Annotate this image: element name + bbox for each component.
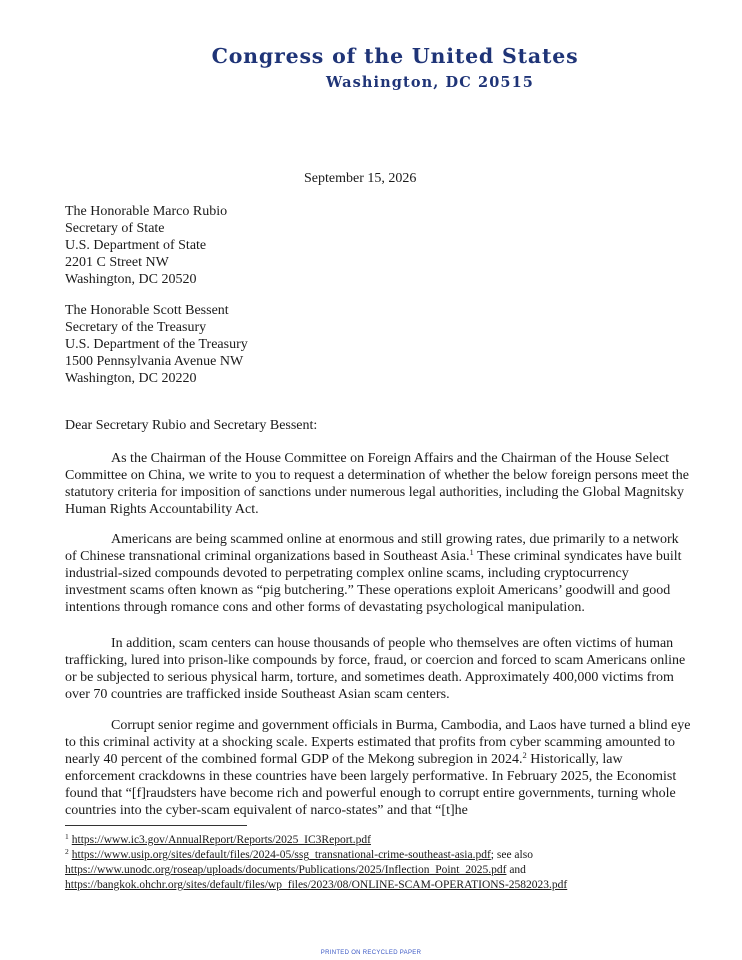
recipient-line: 2201 C Street NW (65, 255, 169, 270)
paragraph-text: These criminal syndicates have built industrial-sized compounds devoted to perpetrating complex online scams, including cryptocurrency investment scams often known as “pig butchering.” These operations exploit Americans’ goodwill and good intentions through romance cons and other forms of devastating psychological manipulation. (65, 549, 682, 615)
salutation: Dear Secretary Rubio and Secretary Bessent: (65, 418, 318, 433)
recipient-line: The Honorable Marco Rubio (65, 204, 228, 219)
paragraph-text: Historically, law enforcement crackdowns in these countries have been largely performative. In February 2025, the Economist found that “[f]raudsters have become rich and powerful enough to corrupt entire governments, turning whole countries into the cyber-scam equivalent of narco-states” and that “[t]he (65, 752, 677, 818)
footnote-1 (65, 833, 705, 848)
footnote-link[interactable]: https://bangkok.ohchr.org/sites/default/files/wp_files/2023/08/ONLINE-SCAM-OPERATIONS-2582023.pdf (65, 879, 568, 891)
letterhead (0, 44, 742, 91)
recipient-line: Secretary of State (65, 221, 165, 236)
paragraph-text: Americans are being scammed online at enormous and still growing rates, due primarily to a network of Chinese transnational criminal organizations based in Southeast Asia. (65, 532, 679, 564)
paragraph-1: As the Chairman of the House Committee on Foreign Affairs and the Chairman of the House Select Committee on China, we write to you to request a determination of whether the below foreign persons meet the statutory criteria for imposition of sanctions under numerous legal authorities, including the Global Magnitsky Human Rights Accountability Act. (65, 451, 689, 517)
recipient-line: The Honorable Scott Bessent (65, 303, 229, 318)
footnote-text: and (506, 864, 526, 876)
footnote-link[interactable]: https://www.ic3.gov/AnnualReport/Reports/2025_IC3Report.pdf (71, 834, 371, 846)
paragraph-text: Corrupt senior regime and government officials in Burma, Cambodia, and Laos have turned a blind eye to this criminal activity at a shocking scale. Experts estimated that profits from cyber scamming amounted to nearly 40 percent of the combined formal GDP of the Mekong subregion in 2024. (65, 718, 691, 767)
footnote-2-continued (65, 878, 705, 893)
footnote-number: 1 (65, 832, 69, 841)
recipient-line: U.S. Department of State (65, 238, 207, 253)
paragraph-4 (65, 717, 693, 819)
paragraph-2 (65, 531, 693, 616)
letterhead-address: Washington, DC 20515 (326, 74, 534, 91)
recipient-block-bessent (65, 302, 693, 387)
recipient-line: Washington, DC 20220 (65, 371, 197, 386)
recipient-line: 1500 Pennsylvania Avenue NW (65, 354, 244, 369)
letterhead-title: Congress of the United States (211, 44, 579, 68)
footnote-2-continued (65, 863, 705, 878)
recipient-line: U.S. Department of the Treasury (65, 337, 248, 352)
paragraph-3: In addition, scam centers can house thousands of people who themselves are often victims of human trafficking, lured into prison-like compounds by force, fraud, or coercion and forced to scam Americans online or be subjected to serious physical harm, torture, and sometimes death. Approximately 400,000 victims from over 70 countries are trafficked inside Southeast Asian scam centers. (65, 636, 686, 702)
recycled-paper-notice: PRINTED ON RECYCLED PAPER (320, 950, 422, 956)
footnote-text: ; see also (490, 849, 533, 861)
footnote-2 (65, 848, 705, 863)
footnote-link[interactable]: https://www.unodc.org/roseap/uploads/documents/Publications/2025/Inflection_Point_2025.pdf (65, 864, 507, 876)
footnotes (65, 833, 705, 893)
letter-date: September 15, 2026 (304, 171, 417, 186)
footnote-number: 2 (65, 847, 69, 856)
recipient-line: Secretary of the Treasury (65, 320, 207, 335)
footnote-ref-1[interactable]: 1 (469, 547, 474, 557)
footnote-link[interactable]: https://www.usip.org/sites/default/files/2024-05/ssg_transnational-crime-southeast-asia.pdf (71, 849, 491, 861)
footnote-ref-2[interactable]: 2 (522, 750, 527, 760)
footnote-divider (65, 825, 247, 826)
recipient-line: Washington, DC 20520 (65, 272, 197, 287)
recipient-block-rubio (65, 203, 693, 288)
